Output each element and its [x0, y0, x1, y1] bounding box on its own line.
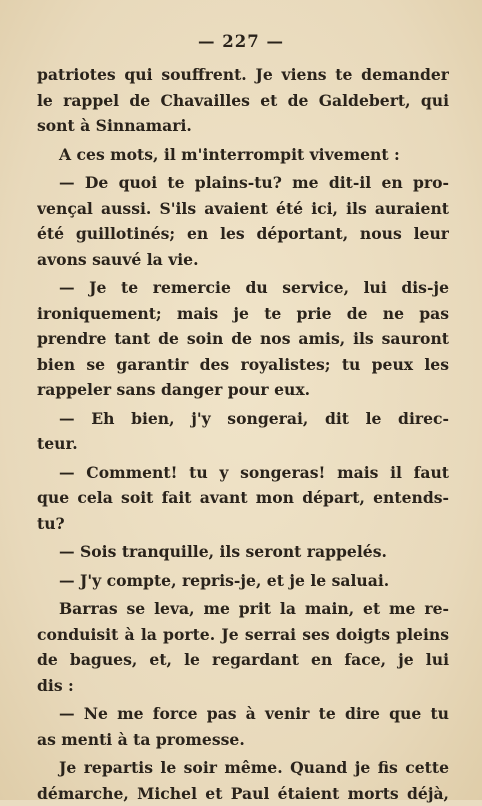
text-line: bien se garantir des royalistes; tu peux les [37, 352, 449, 378]
text-line: été guillotinés; en les déportant, nous leur [37, 221, 449, 247]
text-line: avons sauvé la vie. [37, 247, 449, 273]
text-line: A ces mots, il m'interrompit vivement : [37, 142, 449, 168]
text-line: prendre tant de soin de nos amis, ils sauront [37, 326, 449, 352]
text-line: — Comment! tu y songeras! mais il faut [37, 460, 449, 486]
text-line: — Sois tranquille, ils seront rappelés. [37, 539, 449, 565]
page-number: — 227 — [0, 32, 482, 51]
text-line: teur. [37, 431, 449, 457]
text-line: rappeler sans danger pour eux. [37, 377, 449, 403]
text-line: tu? [37, 511, 449, 537]
text-line: — J'y compte, repris-je, et je le saluai. [37, 568, 449, 594]
text-line: de bagues, et, le regardant en face, je lui [37, 647, 449, 673]
text-line: — Ne me force pas à venir te dire que tu [37, 701, 449, 727]
text-line: conduisit à la porte. Je serrai ses doigts pleins [37, 622, 449, 648]
text-line: que cela soit fait avant mon départ, entends- [37, 485, 449, 511]
text-line: vençal aussi. S'ils avaient été ici, ils auraient [37, 196, 449, 222]
text-line: le rappel de Chavailles et de Galdebert, qui [37, 88, 449, 114]
text-line: — Je te remercie du service, lui dis-je [37, 275, 449, 301]
text-line: — Eh bien, j'y songerai, dit le direc- [37, 406, 449, 432]
text-line: dis : [37, 673, 449, 699]
text-line: as menti à ta promesse. [37, 727, 449, 753]
text-line: démarche, Michel et Paul étaient morts déjà, [37, 781, 449, 806]
body-text [37, 62, 449, 806]
text-line: Je repartis le soir même. Quand je fis cette [37, 755, 449, 781]
text-line: ironiquement; mais je te prie de ne pas [37, 301, 449, 327]
text-line: — De quoi te plains-tu? me dit-il en pro- [37, 170, 449, 196]
text-line: sont à Sinnamari. [37, 113, 449, 139]
text-line: patriotes qui souffrent. Je viens te demander [37, 62, 449, 88]
text-line: Barras se leva, me prit la main, et me re- [37, 596, 449, 622]
